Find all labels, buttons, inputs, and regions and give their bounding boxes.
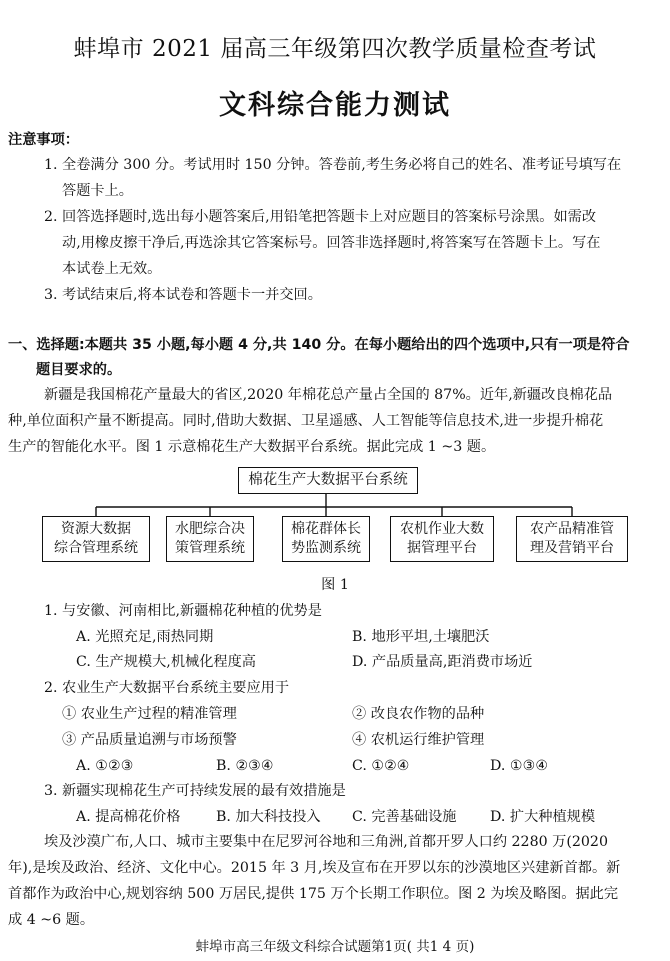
figure1-child-label: 农产品精准管: [530, 521, 614, 537]
figure1-child-box: [516, 516, 628, 562]
figure1-child-label: 水肥综合决: [175, 521, 245, 537]
figure1-child-box: [42, 516, 150, 562]
notes-line: 3. 考试结束后,将本试卷和答题卡一并交回。: [44, 287, 322, 303]
figure1-child-box: [390, 516, 494, 562]
passage-line: 新疆是我国棉花产量最大的省区,2020 年棉花总产量占全国的 87%。近年,新疆改良棉花品: [44, 387, 613, 403]
figure1-child-label: 策管理系统: [175, 540, 245, 556]
figure1-child-label: 棉花群体长: [291, 521, 361, 537]
question-3-option-b: B. 加大科技投入: [216, 809, 321, 825]
passage-line: 种,单位面积产量不断提高。同时,借助大数据、卫星遥感、人工智能等信息技术,进一步提升棉花: [8, 413, 604, 429]
page-footer: 蚌埠市高三年级文科综合试题第1页( 共1 4 页): [195, 939, 475, 955]
question-2-option-a: A. ①②③: [76, 758, 134, 774]
question-2-statement-3: ③ 产品质量追溯与市场预警: [62, 732, 237, 748]
question-1-option-d: D. 产品质量高,距消费市场近: [352, 654, 533, 670]
section-heading: 一、选择题:本题共 35 小题,每小题 4 分,共 140 分。在每小题给出的四个选项中,只有一项是符合: [8, 337, 630, 353]
question-2-stem: 2. 农业生产大数据平台系统主要应用于: [44, 680, 290, 696]
passage-line: 生产的智能化水平。图 1 示意棉花生产大数据平台系统。据此完成 1 ~3 题。: [8, 439, 496, 455]
subject-title: 文科综合能力测试: [219, 90, 451, 121]
question-2-option-c: C. ①②④: [352, 758, 410, 774]
section-heading-cont: 题目要求的。: [36, 362, 122, 378]
question-1-option-c: C. 生产规模大,机械化程度高: [76, 654, 256, 670]
figure1-child-label: 农机作业大数: [400, 521, 484, 537]
figure1-child-label: 据管理平台: [407, 540, 477, 556]
notes-line: 动,用橡皮擦干净后,再选涂其它答案标号。回答非选择题时,将答案写在答题卡上。写在: [62, 235, 601, 251]
question-2-statement-1: ① 农业生产过程的精准管理: [62, 706, 237, 722]
question-1-stem: 1. 与安徽、河南相比,新疆棉花种植的优势是: [44, 603, 322, 619]
passage-line: 首都作为政治中心,规划容纳 500 万居民,提供 175 万个长期工作职位。图 2 为埃及略图。据此完: [8, 886, 619, 902]
notes-line: 本试卷上无效。: [62, 261, 162, 277]
question-1-option-b: B. 地形平坦,土壤肥沃: [352, 629, 490, 645]
figure1-caption: 图 1: [321, 577, 349, 593]
passage-line: 年),是埃及政治、经济、文化中心。2015 年 3 月,埃及宣布在开罗以东的沙漠地区兴建新首都。新: [8, 860, 621, 876]
figure1-child-label: 资源大数据: [61, 521, 131, 537]
question-3-stem: 3. 新疆实现棉花生产可持续发展的最有效措施是: [44, 783, 346, 799]
question-3-option-c: C. 完善基础设施: [352, 809, 457, 825]
figure1-child-box: [282, 516, 370, 562]
figure1-child-box: [166, 516, 254, 562]
notes-line: 答题卡上。: [62, 183, 133, 199]
figure1-root-box: [238, 467, 418, 494]
exam-title: 蚌埠市 2021 届高三年级第四次教学质量检查考试: [73, 36, 597, 62]
figure1-child-label: 理及营销平台: [530, 540, 614, 556]
question-2-statement-4: ④ 农机运行维护管理: [352, 732, 485, 748]
notes-heading: 注意事项：: [8, 132, 79, 148]
passage-line: 成 4 ~6 题。: [8, 912, 95, 928]
passage-line: 埃及沙漠广布,人口、城市主要集中在尼罗河谷地和三角洲,首都开罗人口约 2280 万(2020: [44, 834, 608, 850]
figure1-root-label: 棉花生产大数据平台系统: [248, 472, 408, 488]
question-2-option-d: D. ①③④: [490, 758, 549, 774]
question-3-option-d: D. 扩大种植规模: [490, 809, 596, 825]
figure1-child-label: 综合管理系统: [54, 540, 138, 556]
question-2-option-b: B. ②③④: [216, 758, 274, 774]
question-2-statement-2: ② 改良农作物的品种: [352, 706, 485, 722]
notes-line: 1. 全卷满分 300 分。考试用时 150 分钟。答卷前,考生务必将自己的姓名、准考证号填写在: [44, 157, 622, 173]
question-1-option-a: A. 光照充足,雨热同期: [76, 629, 214, 645]
question-3-option-a: A. 提高棉花价格: [76, 809, 181, 825]
notes-line: 2. 回答选择题时,选出每小题答案后,用铅笔把答题卡上对应题目的答案标号涂黑。如需改: [44, 209, 597, 225]
figure1-child-label: 势监测系统: [291, 540, 361, 556]
